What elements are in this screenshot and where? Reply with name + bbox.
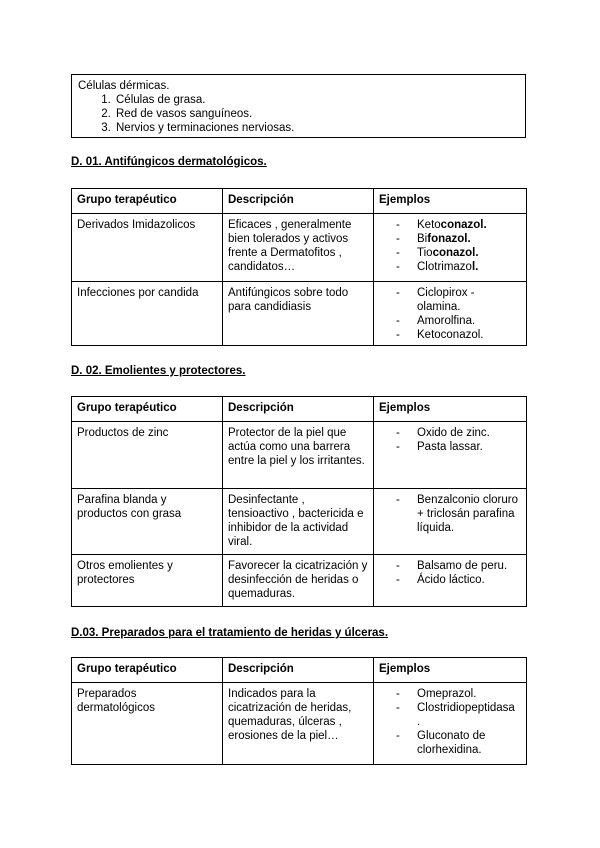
table-row xyxy=(72,214,527,282)
cell-grupo: Parafina blanda y productos con grasa xyxy=(72,489,223,555)
cell-descripcion: Protector de la piel que actúa como una barrera entre la piel y los irritantes. xyxy=(223,422,374,489)
example-item: - Ciclopirox - olamina. xyxy=(379,286,521,314)
cell-descripcion: Antifúngicos sobre todo para candidiasis xyxy=(223,282,374,346)
cell-grupo: Infecciones por candida xyxy=(72,282,223,346)
header-ejemplos: Ejemplos xyxy=(374,658,527,683)
cell-descripcion: Eficaces , generalmente bien tolerados y activos frente a Dermatofitos , candidatos… xyxy=(223,214,374,282)
example-item: - Balsamo de peru. xyxy=(379,559,521,573)
cell-descripcion: Indicados para la cicatrización de heridas, quemaduras, úlceras , erosiones de la piel… xyxy=(223,683,374,765)
cell-ejemplos xyxy=(374,282,527,346)
table-row xyxy=(72,555,527,607)
section-heading-d02: D. 02. Emolientes y protectores. xyxy=(71,365,246,377)
intro-item: 3. Nervios y terminaciones nerviosas. xyxy=(114,121,519,135)
cell-grupo: Preparados dermatológicos xyxy=(72,683,223,765)
example-item: - Clotrimazol. xyxy=(379,260,521,274)
example-item: - Benzalconio cloruro + triclosán parafina líquida. xyxy=(379,493,521,535)
table-row xyxy=(72,282,527,346)
cell-descripcion: Desinfectante , tensioactivo , bactericida e inhibidor de la actividad viral. xyxy=(223,489,374,555)
intro-item: 1. Células de grasa. xyxy=(114,93,519,107)
cell-ejemplos xyxy=(374,555,527,607)
header-ejemplos: Ejemplos xyxy=(374,189,527,214)
cell-ejemplos xyxy=(374,489,527,555)
intro-box xyxy=(71,74,526,138)
example-item: - Ketoconazol. xyxy=(379,328,521,342)
header-descripcion: Descripción xyxy=(223,189,374,214)
table-d02 xyxy=(71,396,527,607)
section-heading-d01: D. 01. Antifúngicos dermatológicos. xyxy=(71,156,267,168)
example-item: - Omeprazol. xyxy=(379,687,521,701)
cell-grupo: Productos de zinc xyxy=(72,422,223,489)
cell-ejemplos xyxy=(374,683,527,765)
example-item: - Ácido láctico. xyxy=(379,573,521,587)
table-d01 xyxy=(71,188,527,346)
intro-list xyxy=(78,93,519,135)
cell-ejemplos xyxy=(374,422,527,489)
table-row xyxy=(72,422,527,489)
header-descripcion: Descripción xyxy=(223,658,374,683)
table-d03 xyxy=(71,657,527,765)
intro-title: Células dérmicas. xyxy=(78,80,170,92)
example-item: - Tioconazol. xyxy=(379,246,521,260)
example-item: - Oxido de zinc. xyxy=(379,426,521,440)
example-item: - Gluconato de clorhexidina. xyxy=(379,729,521,757)
example-item: - Clostridiopeptidasa . xyxy=(379,701,521,729)
header-descripcion: Descripción xyxy=(223,397,374,422)
cell-grupo: Derivados Imidazolicos xyxy=(72,214,223,282)
intro-item: 2. Red de vasos sanguíneos. xyxy=(114,107,519,121)
table-header-row xyxy=(72,397,527,422)
example-item: - Bifonazol. xyxy=(379,232,521,246)
cell-grupo: Otros emolientes y protectores xyxy=(72,555,223,607)
header-grupo: Grupo terapéutico xyxy=(72,397,223,422)
section-heading-d03: D.03. Preparados para el tratamiento de heridas y úlceras. xyxy=(71,627,389,639)
header-grupo: Grupo terapéutico xyxy=(72,658,223,683)
header-ejemplos: Ejemplos xyxy=(374,397,527,422)
example-item: - Pasta lassar. xyxy=(379,440,521,454)
cell-descripcion: Favorecer la cicatrización y desinfección de heridas o quemaduras. xyxy=(223,555,374,607)
table-header-row xyxy=(72,658,527,683)
header-grupo: Grupo terapéutico xyxy=(72,189,223,214)
example-item: - Ketoconazol. xyxy=(379,218,521,232)
table-header-row xyxy=(72,189,527,214)
cell-ejemplos xyxy=(374,214,527,282)
table-row xyxy=(72,683,527,765)
example-item: - Amorolfina. xyxy=(379,314,521,328)
table-row xyxy=(72,489,527,555)
